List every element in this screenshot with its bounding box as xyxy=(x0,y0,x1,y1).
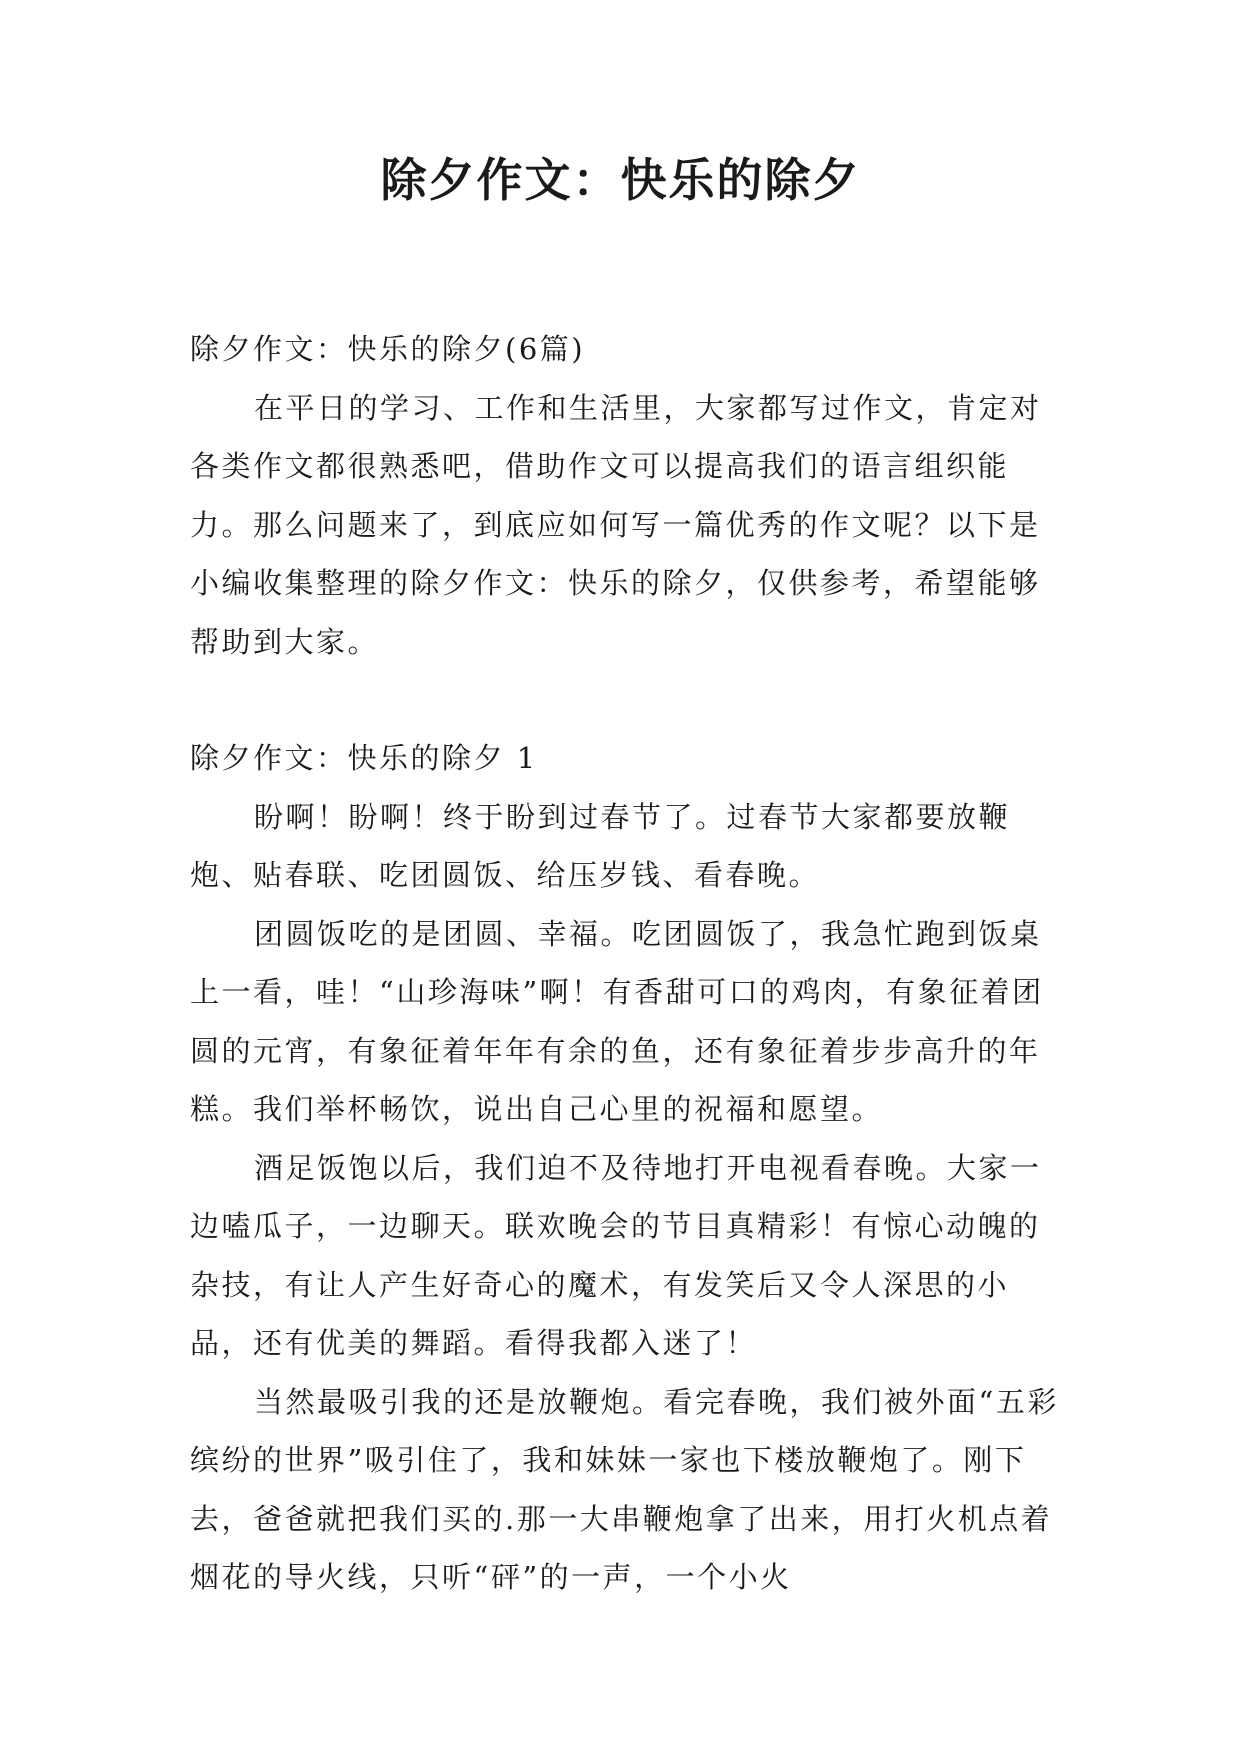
body-paragraph: 当然最吸引我的还是放鞭炮。看完春晚，我们被外面“五彩缤纷的世界”吸引住了，我和妹妹一家也下楼放鞭炮了。刚下去，爸爸就把我们买的.那一大串鞭炮拿了出来，用打火机点着烟花的导火线，只听“砰”的一声，一个小火 xyxy=(190,1384,1059,1594)
section-spacer xyxy=(190,671,1060,729)
section-heading: 除夕作文：快乐的除夕 1 xyxy=(190,741,538,775)
body-paragraph: 团圆饭吃的是团圆、幸福。吃团圆饭了，我急忙跑到饭桌上一看，哇！“山珍海味”啊！有香甜可口的鸡肉，有象征着团圆的元宵，有象征着年年有余的鱼，还有象征着步步高升的年糕。我们举杯畅饮，说出自己心里的祝福和愿望。 xyxy=(190,916,1044,1126)
document-title: 除夕作文：快乐的除夕 xyxy=(380,153,861,207)
body-paragraph: 酒足饭饱以后，我们迫不及待地打开电视看春晚。大家一边嗑瓜子，一边聊天。联欢晚会的节目真精彩！有惊心动魄的杂技，有让人产生好奇心的魔术，有发笑后又令人深思的小品，还有优美的舞蹈。看得我都入迷了！ xyxy=(190,1150,1042,1360)
intro-heading: 除夕作文：快乐的除夕(6篇) xyxy=(190,332,586,366)
body-paragraph: 盼啊！盼啊！终于盼到过春节了。过春节大家都要放鞭炮、贴春联、吃团圆饭、给压岁钱、看春晚。 xyxy=(190,799,1011,892)
intro-paragraph: 在平日的学习、工作和生活里，大家都写过作文，肯定对各类作文都很熟悉吧，借助作文可以提高我们的语言组织能力。那么问题来了，到底应如何写一篇优秀的作文呢？以下是小编收集整理的除夕作文：快乐的除夕，仅供参考，希望能够帮助到大家。 xyxy=(190,390,1042,659)
document-body xyxy=(190,320,1060,1607)
